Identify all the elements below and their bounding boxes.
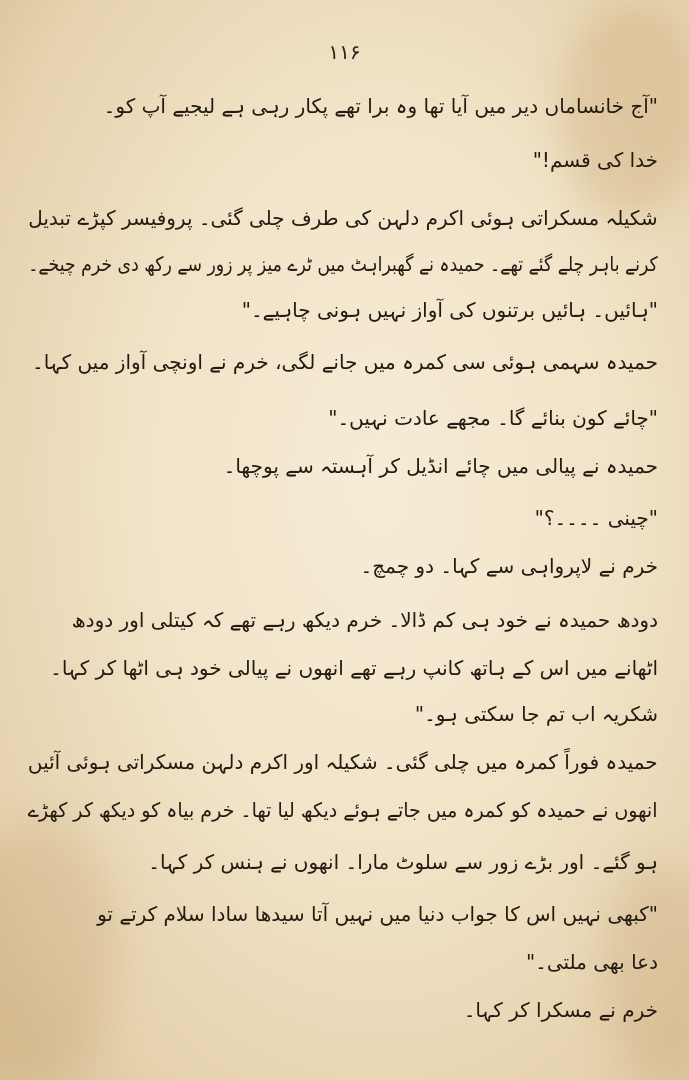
text-line: "چائے کون بنائے گا۔ مجھے عادت نہیں۔" <box>328 406 658 430</box>
text-line: کرنے باہر چلے گئے تھے۔ حمیدہ نے گھبراہٹ میں ٹرے میز پر زور سے رکھ دی خرم چیخے۔ <box>28 252 658 276</box>
text-line: شکیلہ مسکراتی ہوئی اکرم دلہن کی طرف چلی گئی۔ پروفیسر کپڑے تبدیل <box>28 206 658 230</box>
text-line: "کبھی نہیں اس کا جواب دنیا میں نہیں آتا سیدھا سادا سلام کرتے تو <box>97 902 658 926</box>
text-line: حمیدہ نے پیالی میں چائے انڈیل کر آہستہ سے پوچھا۔ <box>223 454 658 478</box>
text-line: "چینی ۔۔۔۔؟" <box>534 506 658 530</box>
text-line: حمیدہ سہمی ہوئی سی کمرہ میں جانے لگی، خرم نے اونچی آواز میں کہا۔ <box>32 350 658 374</box>
text-line: شکریہ اب تم جا سکتی ہو۔" <box>414 702 658 726</box>
text-line: "ہائیں۔ ہائیں برتنوں کی آواز نہیں ہونی چاہیے۔" <box>241 298 658 322</box>
text-line: خرم نے لاپرواہی سے کہا۔ دو چمچ۔ <box>360 554 658 578</box>
text-line: دعا بھی ملتی۔" <box>525 950 658 974</box>
body-text <box>28 92 658 1052</box>
text-line: حمیدہ فوراً کمرہ میں چلی گئی۔ شکیلہ اور اکرم دلہن مسکراتی ہوئی آئیں <box>28 750 658 774</box>
text-line: انھوں نے حمیدہ کو کمرہ میں جاتے ہوئے دیکھ لیا تھا۔ خرم بیاہ کو دیکھ کر کھڑے <box>28 798 658 822</box>
text-line: خدا کی قسم!" <box>532 148 658 172</box>
text-line: "آج خانساماں دیر میں آیا تھا وہ برا تھے پکار رہی ہے لیجیے آپ کو۔ <box>103 94 658 118</box>
text-line: ہو گئے۔ اور بڑے زور سے سلوٹ مارا۔ انھوں نے ہنس کر کہا۔ <box>148 850 658 874</box>
text-line: خرم نے مسکرا کر کہا۔ <box>463 998 658 1022</box>
text-line: دودھ حمیدہ نے خود ہی کم ڈالا۔ خرم دیکھ رہے تھے کہ کیتلی اور دودھ <box>71 608 658 632</box>
text-line: اٹھانے میں اس کے ہاتھ کانپ رہے تھے انھوں نے پیالی خود ہی اٹھا کر کہا۔ <box>50 656 658 680</box>
page-number: ۱۱۶ <box>328 40 361 64</box>
